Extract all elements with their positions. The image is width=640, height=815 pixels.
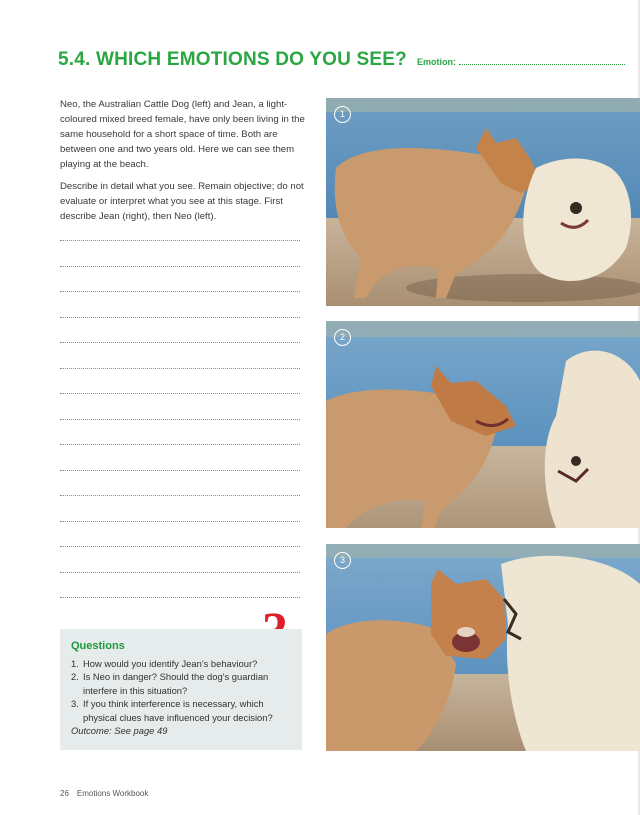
answer-line[interactable] bbox=[60, 546, 300, 572]
page-title: 5.4. WHICH EMOTIONS DO YOU SEE? bbox=[58, 49, 407, 70]
question-text: If you think interference is necessary, which physical clues have influenced your decision? bbox=[83, 698, 273, 723]
question-item bbox=[71, 657, 292, 671]
outcome-note: Outcome: See page 49 bbox=[71, 725, 168, 736]
answer-line[interactable] bbox=[60, 342, 300, 368]
emotion-label: Emotion: bbox=[416, 57, 456, 67]
heading-row bbox=[58, 49, 578, 73]
questions-box bbox=[60, 629, 302, 750]
photo-number-badge: 2 bbox=[334, 329, 351, 346]
page-number: 26 bbox=[60, 789, 69, 798]
emotion-answer-line[interactable] bbox=[459, 56, 625, 65]
beach-dogs-photo-2 bbox=[326, 321, 640, 528]
question-text: How would you identify Jean's behaviour? bbox=[83, 657, 258, 669]
answer-line[interactable] bbox=[60, 521, 300, 547]
answer-line[interactable] bbox=[60, 240, 300, 266]
question-text: Is Neo in danger? Should the dog's guardian interfere in this situation? bbox=[83, 671, 269, 696]
answer-line[interactable] bbox=[60, 291, 300, 317]
questions-list bbox=[71, 657, 292, 725]
intro-text bbox=[60, 97, 305, 231]
answer-line[interactable] bbox=[60, 266, 300, 292]
question-number: 1. bbox=[71, 657, 79, 669]
beach-dogs-photo-1 bbox=[326, 98, 640, 306]
answer-lines bbox=[60, 240, 300, 623]
photo-1 bbox=[326, 98, 640, 306]
answer-line[interactable] bbox=[60, 495, 300, 521]
answer-line[interactable] bbox=[60, 368, 300, 394]
photo-2 bbox=[326, 321, 640, 528]
answer-line[interactable] bbox=[60, 470, 300, 496]
question-item bbox=[71, 670, 292, 697]
question-number: 3. bbox=[71, 698, 79, 709]
photo-number-badge: 3 bbox=[334, 552, 351, 569]
intro-paragraph-2: Describe in detail what you see. Remain objective; do not evaluate or interpret what you see at this stage. First describe Jean (right), then Neo (left). bbox=[60, 181, 304, 222]
photo-number-badge: 1 bbox=[334, 106, 351, 123]
answer-line[interactable] bbox=[60, 444, 300, 470]
answer-line[interactable] bbox=[60, 393, 300, 419]
photo-3 bbox=[326, 544, 640, 751]
beach-dogs-photo-3 bbox=[326, 544, 640, 751]
page-footer bbox=[60, 789, 148, 798]
book-title: Emotions Workbook bbox=[76, 789, 149, 798]
question-item bbox=[71, 697, 292, 724]
questions-title: Questions bbox=[71, 640, 125, 652]
question-number: 2. bbox=[71, 671, 79, 682]
intro-paragraph-1: Neo, the Australian Cattle Dog (left) and Jean, a light-coloured mixed breed female, have only been living in the same household for a short space of time. Both are between one and two years old. Here we can see them playing at the beach. bbox=[60, 99, 305, 170]
answer-line[interactable] bbox=[60, 419, 300, 445]
answer-line[interactable] bbox=[60, 572, 300, 598]
answer-line[interactable] bbox=[60, 317, 300, 343]
